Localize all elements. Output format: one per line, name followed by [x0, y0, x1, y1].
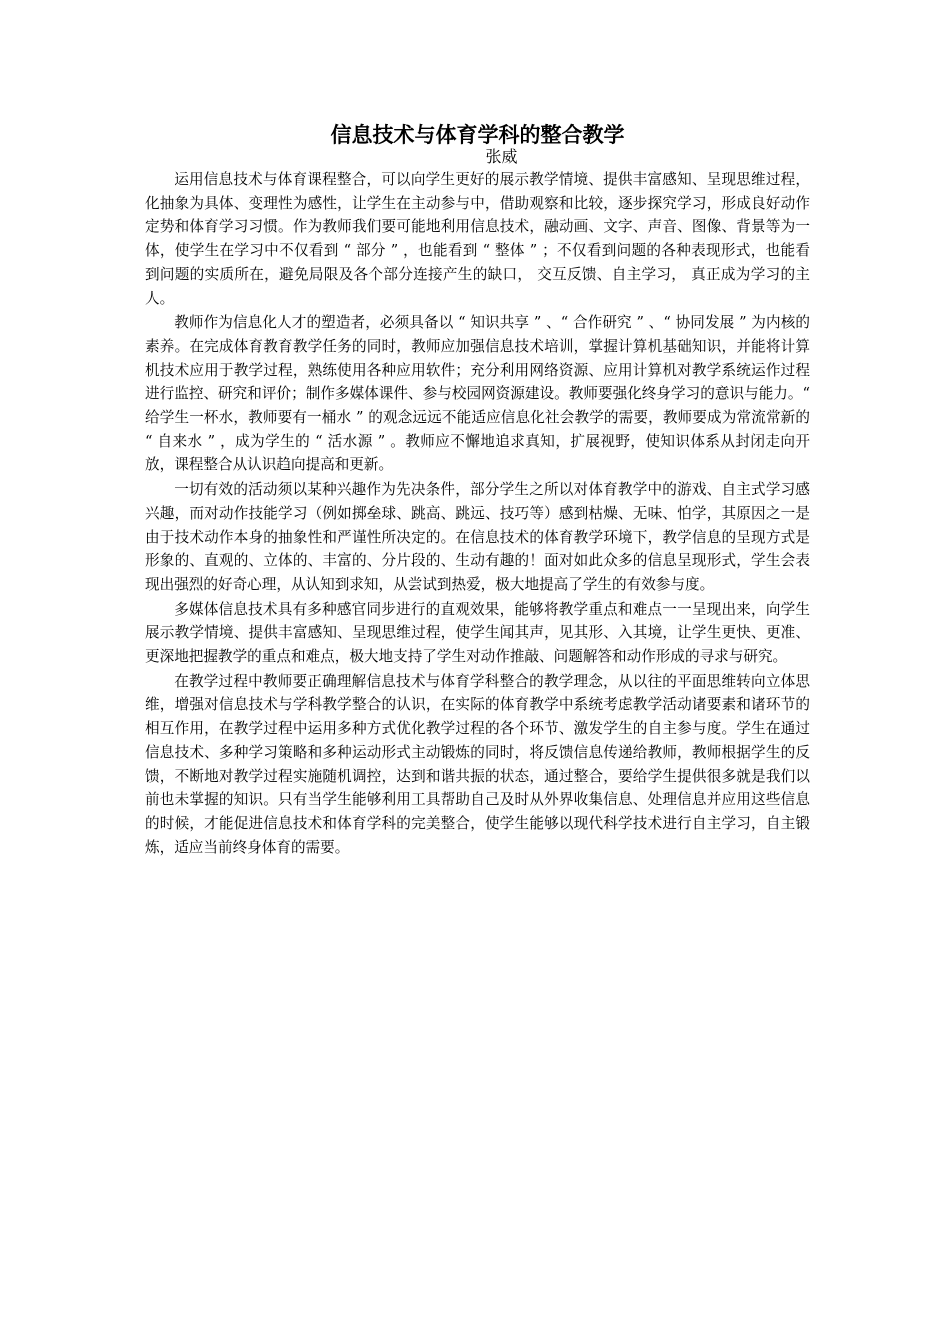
paragraph-1: 运用信息技术与体育课程整合，可以向学生更好的展示教学情境、提供丰富感知、呈现思维过程，化抽象为具体、变理性为感性，让学生在主动参与中，借助观察和比较，逐步探究学习，形成良好动作定势和体育学习习惯。作为教师我们要可能地利用信息技术，融动画、文字、声音、图像、背景等为一体，使学生在学习中不仅看到 “ 部分 ” ，也能看到 “ 整体 ” ；不仅看到问题的各种表现形式，也能看到问题的实质所在，避免局限及各个部分连接产生的缺口， 交互反馈、自主学习， 真正成为学习的主人。: [145, 171, 810, 307]
paragraph-2: 教师作为信息化人才的塑造者，必须具备以 “ 知识共享 ” 、“ 合作研究 ” 、“ 协同发展 ” 为内核的素养。在完成体育教育教学任务的同时，教师应加强信息技术培训，掌握计算机基础知识，并能将计算机技术应用于教学过程，熟练使用各种应用软件；充分利用网络资源、应用计算机对教学系统运作过程进行监控、研究和评价；制作多媒体课件、参与校园网资源建设。教师要强化终身学习的意识与能力。“ 给学生一杯水，教师要有一桶水 ” 的观念远远不能适应信息化社会教学的需要，教师要成为常流常新的 “ 自来水 ” ，成为学生的 “ 活水源 ” 。教师应不懈地追求真知，扩展视野，使知识体系从封闭走向开放，课程整合从认识趋向提高和更新。: [145, 314, 810, 474]
document-title: 信息技术与体育学科的整合教学: [330, 123, 625, 147]
paragraph-5: 在教学过程中教师要正确理解信息技术与体育学科整合的教学理念，从以往的平面思维转向立体思维，增强对信息技术与学科教学整合的认识，在实际的体育教学中系统考虑教学活动诸要素和诸环节的相互作用，在教学过程中运用多种方式优化教学过程的各个环节、激发学生的自主参与度。学生在通过信息技术、多种学习策略和多种运动形式主动锻炼的同时，将反馈信息传递给教师，教师根据学生的反馈，不断地对教学过程实施随机调控，达到和谐共振的状态，通过整合，要给学生提供很多就是我们以前也未掌握的知识。只有当学生能够利用工具帮助自己及时从外界收集信息、处理信息并应用这些信息的时候，才能促进信息技术和体育学科的完美整合，使学生能够以现代科学技术进行自主学习，自主锻炼，适应当前终身体育的需要。: [145, 672, 810, 856]
paragraph-3: 一切有效的活动须以某种兴趣作为先决条件，部分学生之所以对体育教学中的游戏、自主式学习感兴趣，而对动作技能学习（例如掷垒球、跳高、跳远、技巧等）感到枯燥、无味、怕学，其原因之一是由于技术动作本身的抽象性和严谨性所决定的。在信息技术的体育教学环境下，教学信息的呈现方式是形象的、直观的、立体的、丰富的、分片段的、生动有趣的！面对如此众多的信息呈现形式，学生会表现出强烈的好奇心理，从认知到求知，从尝试到热爱，极大地提高了学生的有效参与度。: [145, 481, 810, 593]
document-author: 张威: [485, 147, 518, 166]
paragraph-4: 多媒体信息技术具有多种感官同步进行的直观效果，能够将教学重点和难点一一呈现出来，向学生展示教学情境、提供丰富感知、呈现思维过程，使学生闻其声，见其形、入其境，让学生更快、更准、更深地把握教学的重点和难点，极大地支持了学生对动作推敲、问题解答和动作形成的寻求与研究。: [145, 600, 810, 666]
document-page: [145, 118, 810, 860]
